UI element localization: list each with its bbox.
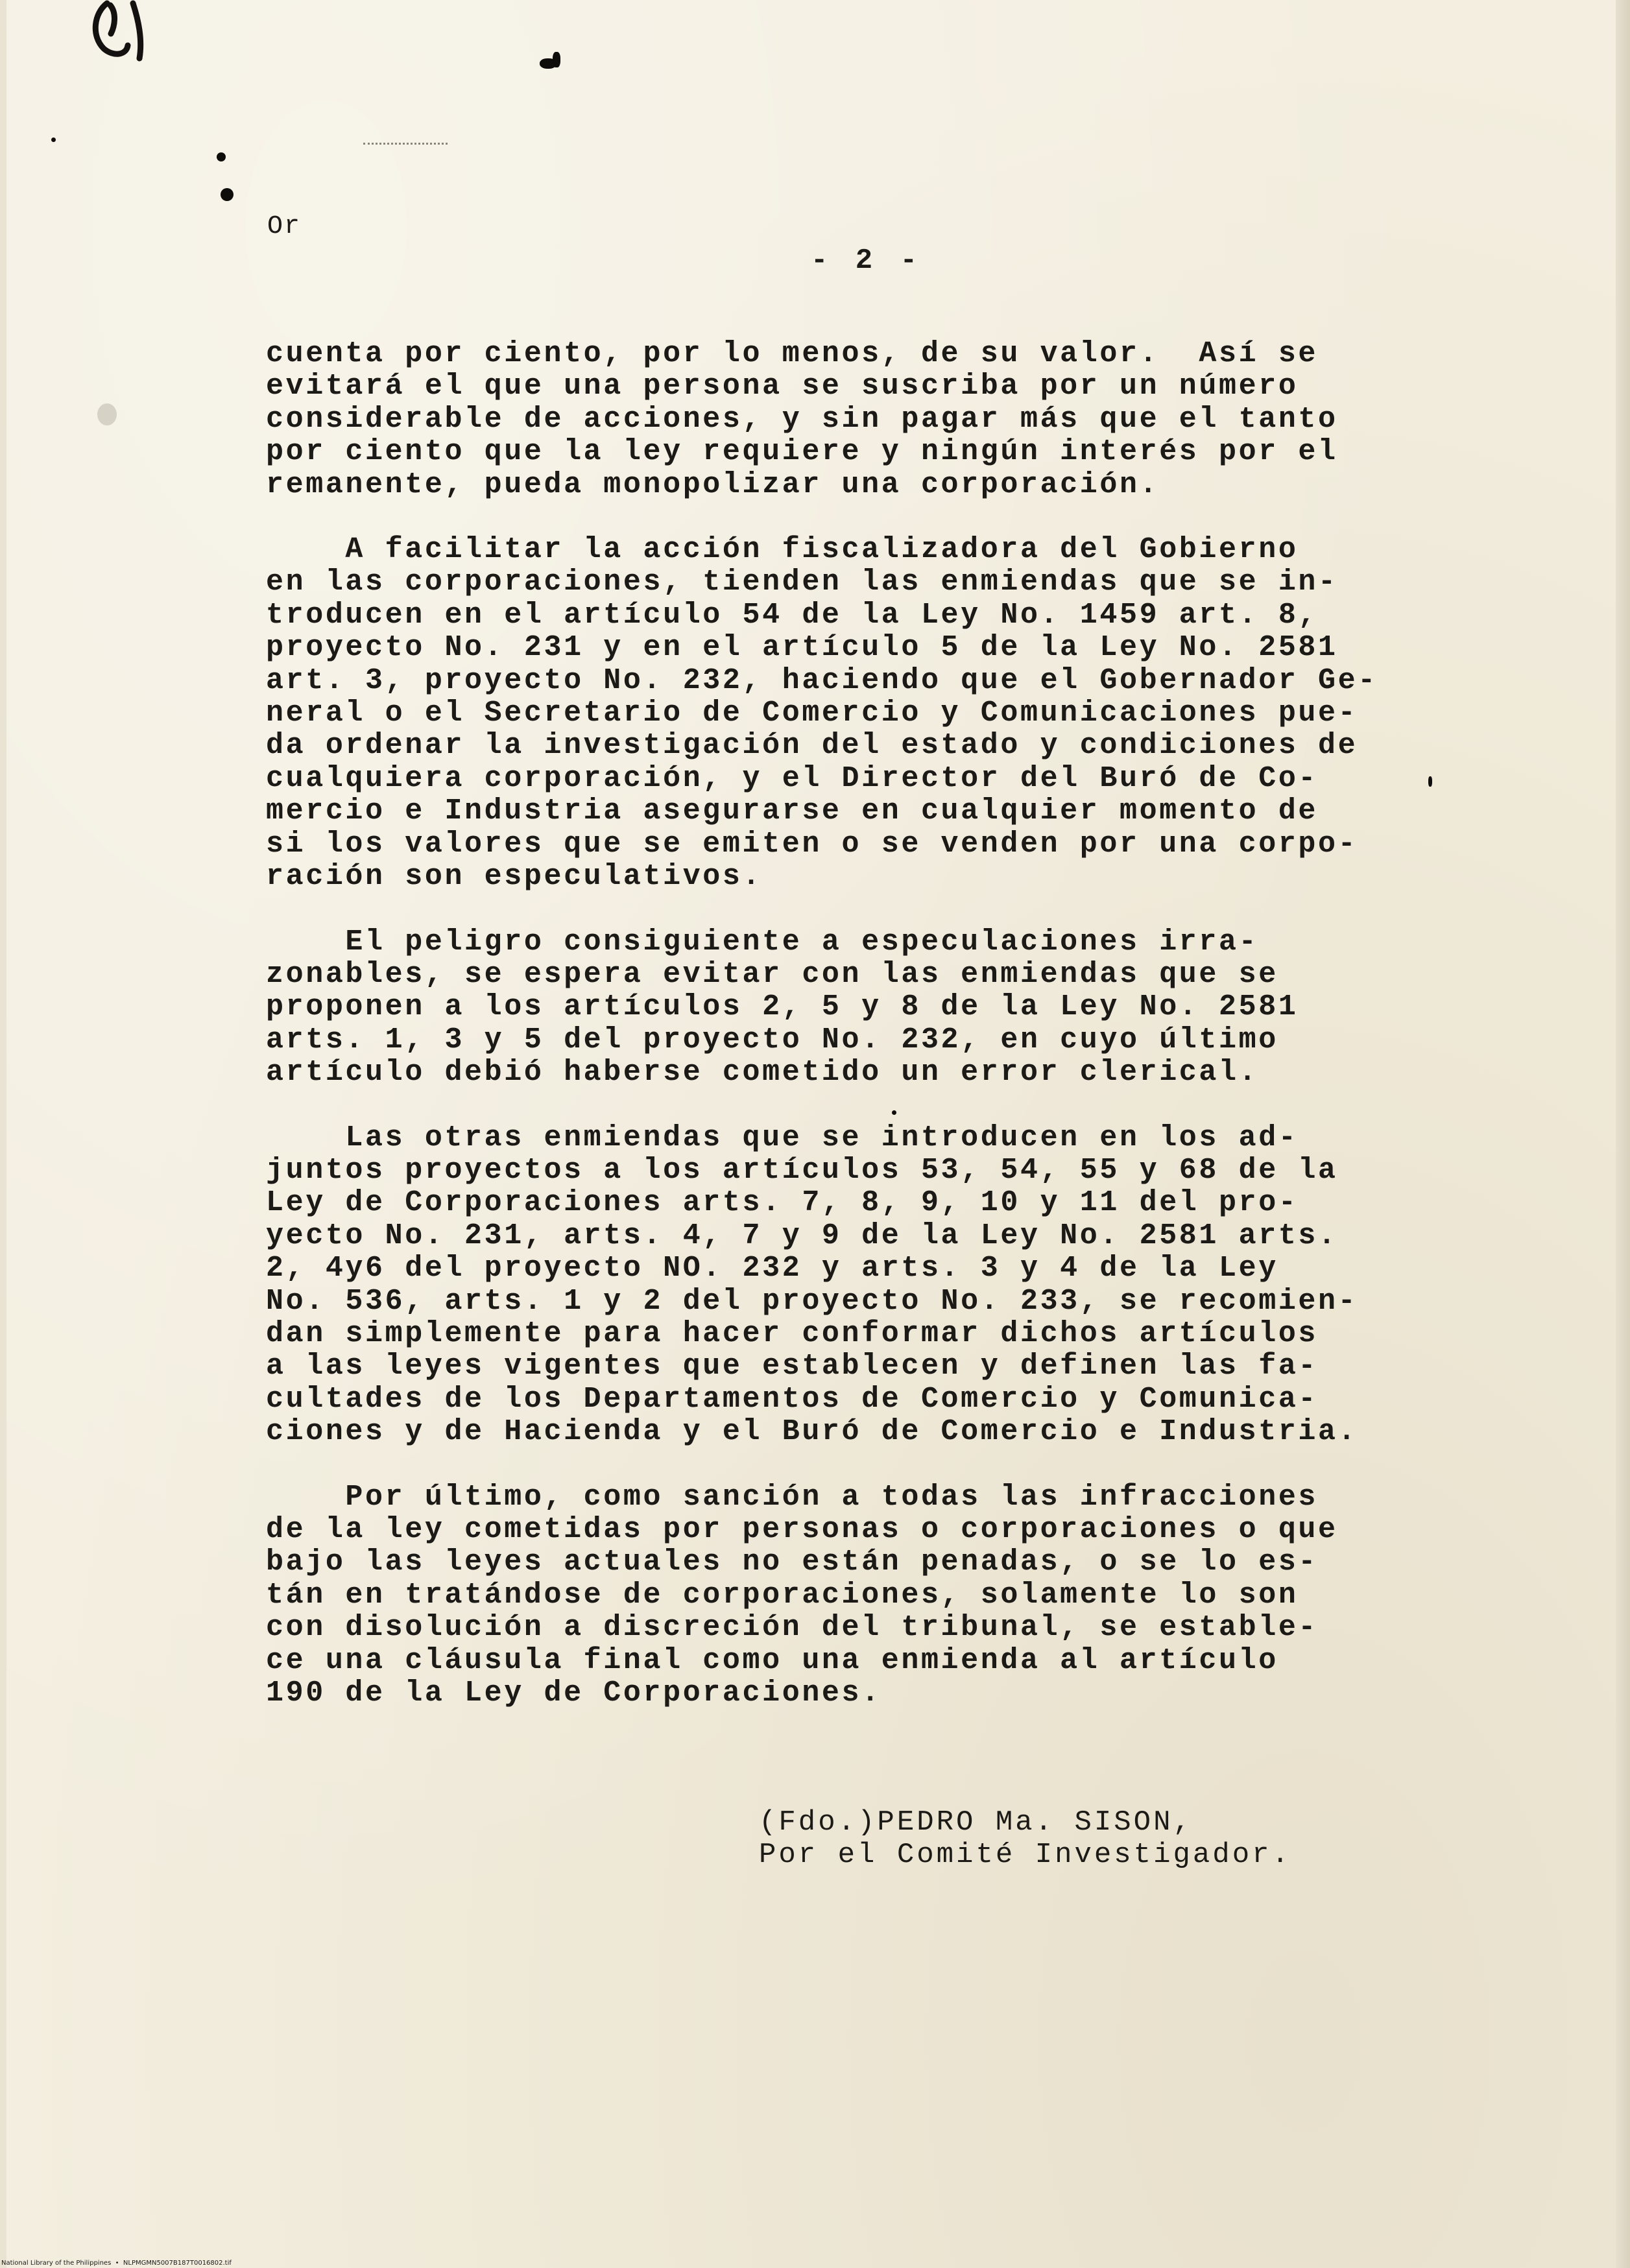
- ink-scribble-mark: [88, 0, 162, 62]
- text-line: dan simplemente para hacer conformar dichos artículos: [266, 1317, 1319, 1350]
- document-marker: Or: [267, 212, 302, 241]
- text-line: a las leyes vigentes que establecen y definen las fa-: [266, 1350, 1319, 1383]
- text-line: zonables, se espera evitar con las enmiendas que se: [266, 957, 1278, 991]
- ink-dot-mark: [51, 137, 56, 142]
- text-line: Ley de Corporaciones arts. 7, 8, 9, 10 y 11 del pro-: [266, 1186, 1299, 1220]
- text-line: en las corporaciones, tienden las enmiendas que se in-: [266, 566, 1338, 599]
- paragraph-2: [266, 534, 1382, 893]
- paragraph-4: [266, 1122, 1382, 1449]
- text-line: cultades de los Departamentos de Comercio y Comunica-: [266, 1382, 1319, 1416]
- text-line: tán en tratándose de corporaciones, solamente lo son: [266, 1578, 1299, 1612]
- page-right-edge: [1616, 0, 1630, 2268]
- text-line: arts. 1, 3 y 5 del proyecto No. 232, en cuyo último: [266, 1023, 1278, 1056]
- text-line: yecto No. 231, arts. 4, 7 y 9 de la Ley No. 2581 arts.: [266, 1219, 1338, 1252]
- signature-name: (Fdo.)PEDRO Ma. SISON,: [759, 1806, 1193, 1839]
- text-line: El peligro consiguiente a especulaciones irra-: [266, 925, 1259, 959]
- archive-footer: National Library of the Philippines • NLPMGMN5007B187T0016802.tif: [1, 2260, 232, 2267]
- text-line: si los valores que se emiten o se venden por una corpo-: [266, 827, 1358, 861]
- text-line: ce una cláusula final como una enmienda al artículo: [266, 1643, 1278, 1677]
- signature-title: Por el Comité Investigador.: [759, 1839, 1291, 1871]
- text-line: troducen en el artículo 54 de la Ley No. 1459 art. 8,: [266, 598, 1319, 632]
- paragraph-3: [266, 926, 1382, 1090]
- text-line: mercio e Industria asegurarse en cualquier momento de: [266, 794, 1319, 828]
- text-line: cualquiera corporación, y el Director del Buró de Co-: [266, 761, 1319, 795]
- dotted-scan-line: [363, 143, 448, 145]
- ink-blot-mark: [540, 58, 557, 69]
- text-line: bajo las leyes actuales no están penadas, o se lo es-: [266, 1546, 1319, 1579]
- text-line: evitará el que una persona se suscriba por un número: [266, 370, 1299, 403]
- text-line: juntos proyectos a los artículos 53, 54, 55 y 68 de la: [266, 1153, 1338, 1187]
- ink-dot-mark: [1428, 776, 1432, 787]
- text-line: No. 536, arts. 1 y 2 del proyecto No. 233, se recomien-: [266, 1284, 1358, 1318]
- text-line: artículo debió haberse cometido un error clerical.: [266, 1056, 1259, 1090]
- document-body: [266, 338, 1382, 1742]
- text-line: da ordenar la investigación del estado y condiciones de: [266, 729, 1358, 763]
- paragraph-1: [266, 338, 1382, 501]
- text-line: A facilitar la acción fiscalizadora del Gobierno: [266, 533, 1299, 567]
- text-line: proyecto No. 231 y en el artículo 5 de la Ley No. 2581: [266, 631, 1338, 665]
- signature-block: [759, 1806, 1291, 1871]
- text-line: Por último, como sanción a todas las infracciones: [266, 1480, 1319, 1514]
- text-line: neral o el Secretario de Comercio y Comunicaciones pue-: [266, 697, 1358, 730]
- paragraph-5: [266, 1481, 1382, 1710]
- text-line: remanente, pueda monopolizar una corporación.: [266, 468, 1160, 501]
- text-line: por ciento que la ley requiere y ningún interés por el: [266, 435, 1338, 469]
- text-line: Las otras enmiendas que se introducen en los ad-: [266, 1121, 1299, 1154]
- text-line: 2, 4y6 del proyecto NO. 232 y arts. 3 y 4 de la Ley: [266, 1252, 1278, 1285]
- page-left-edge: [0, 0, 6, 2268]
- smudge-mark: [97, 403, 117, 425]
- text-line: de la ley cometidas por personas o corporaciones o que: [266, 1513, 1338, 1546]
- text-line: art. 3, proyecto No. 232, haciendo que el Gobernador Ge-: [266, 663, 1378, 697]
- text-line: cuenta por ciento, por lo menos, de su valor. Así se: [266, 337, 1319, 370]
- text-line: considerable de acciones, y sin pagar más que el tanto: [266, 402, 1338, 436]
- text-line: 190 de la Ley de Corporaciones.: [266, 1677, 881, 1710]
- ink-dot-mark: [217, 152, 226, 161]
- text-line: proponen a los artículos 2, 5 y 8 de la Ley No. 2581: [266, 990, 1299, 1024]
- page-number: - 2 -: [811, 245, 923, 277]
- text-line: con disolución a discreción del tribunal, se estable-: [266, 1611, 1319, 1645]
- text-line: ciones y de Hacienda y el Buró de Comercio e Industria.: [266, 1415, 1358, 1449]
- ink-dot-mark: [221, 188, 234, 201]
- text-line: ración son especulativos.: [266, 860, 763, 894]
